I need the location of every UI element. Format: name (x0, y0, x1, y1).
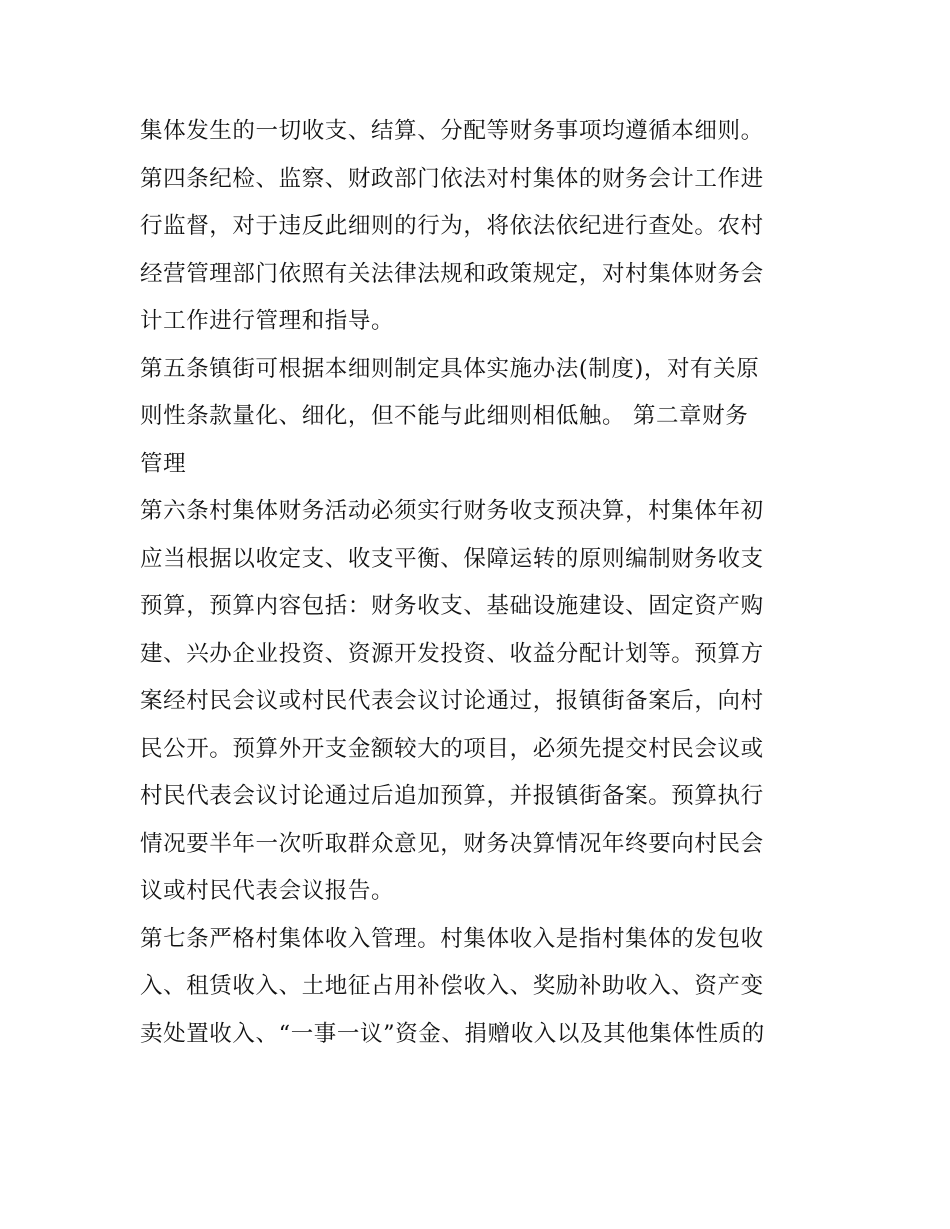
text-line: 行监督，对于违反此细则的行为，将依法依纪进行查处。农村 (140, 213, 764, 239)
text-line: 第六条村集体财务活动必须实行财务收支预决算，村集体年初 (140, 498, 764, 524)
text-line: 管理 (140, 450, 187, 477)
text-line: 第七条严格村集体收入管理。村集体收入是指村集体的发包收 (140, 925, 764, 952)
text-line: 第五条镇街可根据本细则制定具体实施办法(制度)，对有关原 (140, 355, 760, 382)
text-line: 集体发生的一切收支、结算、分配等财务事项均遵循本细则。 (140, 118, 764, 144)
text-line: 村民代表会议讨论通过后追加预算，并报镇街备案。预算执行 (140, 783, 764, 809)
text-line: 卖处置收入、“一事一议”资金、捐赠收入以及其他集体性质的 (140, 1020, 765, 1047)
text-line: 预算，预算内容包括：财务收支、基础设施建设、固定资产购 (140, 593, 764, 619)
text-line: 入、租赁收入、土地征占用补偿收入、奖励补助收入、资产变 (140, 973, 764, 999)
text-line: 则性条款量化、细化，但不能与此细则相低触。 第二章财务 (140, 403, 749, 429)
text-line: 民公开。预算外开支金额较大的项目，必须先提交村民会议或 (140, 735, 764, 762)
document-body (140, 108, 820, 1058)
text-line: 第四条纪检、监察、财政部门依法对村集体的财务会计工作进 (140, 165, 764, 192)
text-line: 建、兴办企业投资、资源开发投资、收益分配计划等。预算方 (140, 640, 764, 667)
text-line: 议或村民代表会议报告。 (140, 878, 395, 904)
text-line: 应当根据以收定支、收支平衡、保障运转的原则编制财务收支 (140, 545, 764, 572)
text-line: 经营管理部门依照有关法律法规和政策规定，对村集体财务会 (140, 260, 764, 287)
text-line: 案经村民会议或村民代表会议讨论通过，报镇街备案后，向村 (140, 688, 764, 714)
text-line: 情况要半年一次听取群众意见，财务决算情况年终要向村民会 (140, 830, 764, 857)
text-line: 计工作进行管理和指导。 (140, 308, 395, 334)
